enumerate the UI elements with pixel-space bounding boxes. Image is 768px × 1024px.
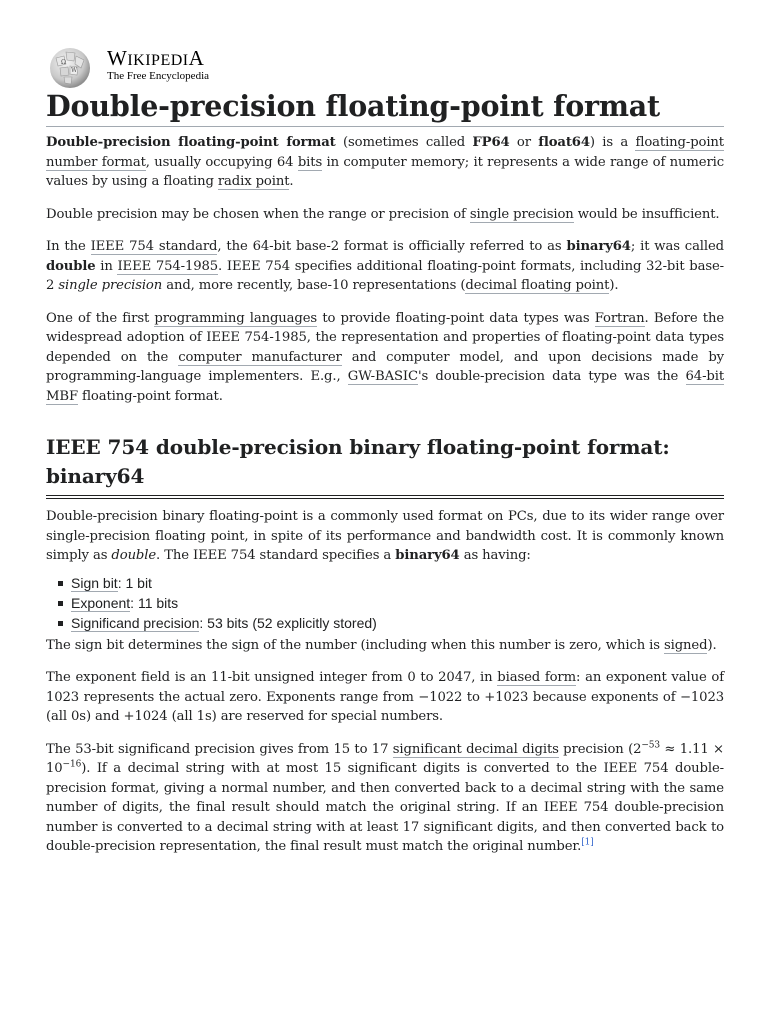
section-paragraph-4: The 53-bit significand precision gives from 15 to 17 significant decimal digits precision $(2^{-53} \approx 1.11 \times 10^{-16})$. If a decimal string with at most 15 significant digits is converted to the IEEE 754 double-precision format, giving a normal number, and then converted back to a decimal string with the same number of digits, the final result should match the original string. If an IEEE 754 double-precision number is converted to a decimal string with at least 17 significant digits, and then converted back to double-precision representation, the final result must match the original number.[1] (46, 740, 724, 854)
link-biased-form[interactable]: biased form (497, 670, 576, 685)
svg-text:Ω: Ω (61, 59, 66, 66)
list-item: Exponent: 11 bits (46, 593, 724, 613)
wikipedia-tagline: The Free Encyclopedia (107, 70, 210, 82)
section-paragraph-1: Double-precision binary floating-point is a commonly used format on PCs, due to its wider range over single-precision floating point, in spite of its performance and bandwidth cost. It is commonly known simply as double. The IEEE 754 standard specifies a binary64 as having: (46, 509, 724, 563)
link-ieee-754-standard[interactable]: IEEE 754 standard (90, 239, 218, 254)
link-gw-basic[interactable]: GW-BASIC (347, 369, 418, 384)
link-fortran[interactable]: Fortran (594, 310, 645, 326)
bullet-icon (58, 581, 63, 586)
link-floating-point[interactable]: floating-point (635, 135, 724, 150)
list-item: Significand precision: 53 bits (52 explicitly stored) (46, 613, 724, 633)
link-exponent[interactable]: Exponent (71, 594, 131, 611)
link-single-precision[interactable]: single precision (469, 206, 574, 222)
link-sign-bit[interactable]: Sign bit (71, 574, 118, 591)
wikipedia-wordmark: WIKIPEDIA (107, 46, 205, 70)
bullet-icon (58, 601, 63, 606)
site-branding[interactable] (46, 0, 724, 88)
intro-paragraph-2: Double precision may be chosen when the range or precision of single precision would be insufficient. (46, 206, 720, 222)
link-programming-languages[interactable]: programming languages (154, 310, 318, 326)
section-paragraph-2: The sign bit determines the sign of the number (including when this number is zero, which is signed). (46, 637, 717, 653)
reference-link-1[interactable]: [1] (581, 837, 594, 848)
link-64-bit-mbf[interactable]: 64-bit MBF (46, 369, 725, 404)
intro-paragraph-1: Double-precision floating-point format (sometimes called FP64 or float64) is a floating-point number format, usually occupying 64 bits in computer memory; it represents a wide range of numeric values by using a floating radix point. (46, 135, 725, 189)
link-signed[interactable]: signed (663, 637, 708, 653)
link-significant-decimal-digits[interactable]: significant decimal digits (392, 741, 559, 757)
page-title: Double-precision floating-point format (46, 88, 724, 127)
svg-text:W: W (71, 67, 78, 74)
link-number-format[interactable]: number format (46, 154, 146, 170)
bullet-icon (58, 621, 63, 626)
intro-paragraph-4: One of the first programming languages to provide floating-point data types was Fortran. Before the widespread adoption of IEEE 754-1985, the representation and properties of floating-point data types depended on the computer manufacturer and computer model, and upon decisions made by programming-language implementers. E.g., GW-BASIC's double-precision data type was the 64-bit MBF floating-point format. (46, 310, 725, 404)
list-item: Sign bit: 1 bit (46, 573, 724, 593)
binary64-spec-list (46, 573, 724, 633)
link-radix-point[interactable]: radix point (217, 174, 290, 189)
link-bits[interactable]: bits (297, 154, 323, 170)
article-page (46, 0, 724, 857)
link-decimal-floating-point[interactable]: decimal floating point (465, 278, 610, 293)
link-significand-precision[interactable]: Significand precision (71, 614, 200, 631)
wikipedia-globe-icon (46, 44, 96, 88)
link-ieee-754-1985[interactable]: IEEE 754-1985 (117, 258, 219, 274)
section-paragraph-3: The exponent field is an 11-bit unsigned integer from 0 to 2047, in biased form: an exponent value of 1023 represents the actual zero. Exponents range from −1022 to +1023 because exponents of −1023 (all 0s) and +1024 (all 1s) are reserved for special numbers. (46, 670, 724, 724)
intro-paragraph-3: In the IEEE 754 standard, the 64-bit base-2 format is officially referred to as binary64; it was called double in IEEE 754-1985. IEEE 754 specifies additional floating-point formats, including 32-bit base-2 single precision and, more recently, base-10 representations (decimal floating point). (46, 239, 725, 293)
link-computer-manufacturer[interactable]: computer manufacturer (178, 349, 342, 365)
section-heading: IEEE 754 double-precision binary floating-point format: binary64 (46, 433, 724, 499)
